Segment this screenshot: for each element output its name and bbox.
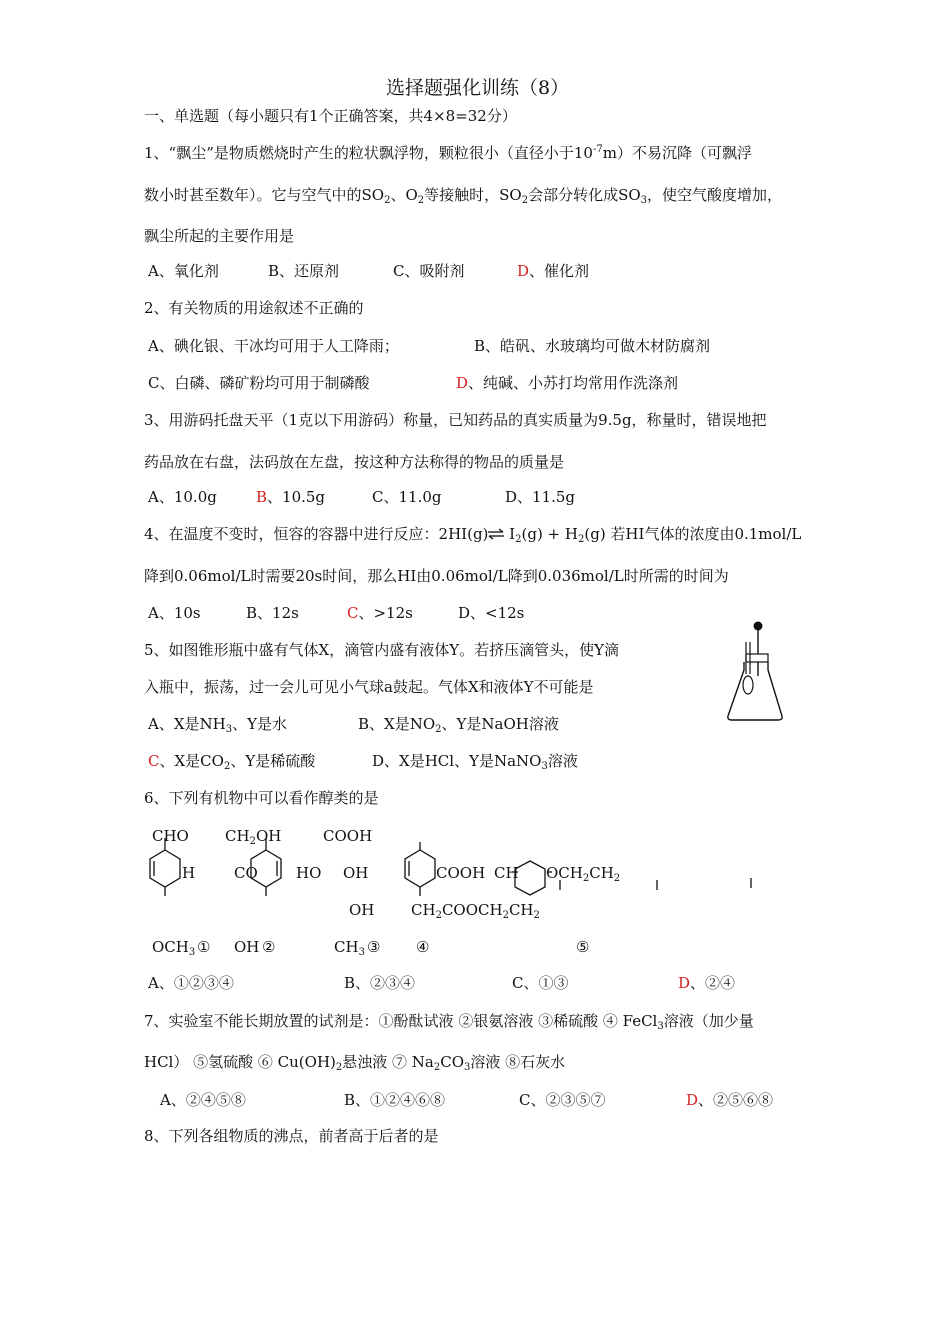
- q3-line2: 药品放在右盘，法码放在左盘，按这种方法称得的物品的质量是: [144, 453, 565, 471]
- struct-label-ch2oh: $CH_2OH$: [225, 827, 282, 847]
- q6-stem: 6、下列有机物中可以看作醇类的是: [144, 789, 379, 807]
- struct-number-2: ②: [262, 938, 276, 956]
- struct-label-oh-3: OH: [234, 938, 260, 956]
- q3-line1: 3、用游码托盘天平（1克以下用游码）称量，已知药品的真实质量为9.5g，称量时，错误地把: [144, 411, 767, 429]
- q3-option-a: A、10.0g: [148, 488, 217, 506]
- q6-option-c: C、①③: [512, 974, 569, 992]
- q4-option-c: C、>12s: [347, 604, 413, 622]
- q5-line2: 入瓶中，振荡，过一会儿可见小气球a鼓起。气体X和液体Y不可能是: [144, 678, 594, 696]
- q5-option-c: C、X是$CO_2$、Y是稀硫酸: [148, 752, 316, 772]
- q4-option-d: D、<12s: [458, 604, 525, 622]
- struct-label-och3: $OCH_3$: [152, 938, 196, 958]
- q2-option-c: C、白磷、磷矿粉均可用于制磷酸: [148, 374, 370, 392]
- q5-option-d: D、X是HCl、Y是NaNO$_3$溶液: [372, 752, 578, 772]
- q1-option-b: B、还原剂: [268, 262, 340, 280]
- struct-label-ch3: $CH_3$: [334, 938, 365, 958]
- struct-label-h: H: [182, 864, 196, 882]
- q7-line2: HCl） ⑤氢硫酸 ⑥ $Cu(OH)_2$悬浊液 ⑦ $Na_2CO_3$溶液 ⑧石灰水: [144, 1053, 566, 1073]
- benzene-ring-3: [405, 842, 435, 896]
- struct-label-oh-1: OH: [343, 864, 369, 882]
- q1-option-d: D、催化剂: [517, 262, 590, 280]
- q8-stem: 8、下列各组物质的沸点，前者高于后者的是: [144, 1127, 439, 1145]
- q7-option-c: C、②③⑤⑦: [519, 1091, 606, 1109]
- q3-option-c: C、11.0g: [372, 488, 442, 506]
- q4-line2: 降到0.06mol/L时需要20s时间，那么HI由0.06mol/L降到0.036mol/L时所需的时间为: [144, 567, 729, 585]
- q1-option-c: C、吸附剂: [393, 262, 465, 280]
- struct-number-1: ①: [197, 938, 211, 956]
- q4-option-a: A、10s: [148, 604, 201, 622]
- q4-option-b: B、12s: [246, 604, 299, 622]
- structure-rings: [140, 838, 780, 942]
- section-header: 一、单选题（每小题只有1个正确答案，共4×8=32分）: [144, 107, 517, 125]
- struct-label-co: CO: [234, 864, 258, 882]
- struct-label-cooh-1: COOH: [323, 827, 373, 845]
- struct-label-ch: CH: [494, 864, 519, 882]
- struct-label-cho: CHO: [152, 827, 189, 845]
- q7-option-a: A、②④⑤⑧: [160, 1091, 246, 1109]
- q5-line1: 5、如图锥形瓶中盛有气体X，滴管内盛有液体Y。若挤压滴管头，使Y滴: [144, 641, 620, 659]
- q6-option-b: B、②③④: [344, 974, 416, 992]
- q2-stem: 2、有关物质的用途叙述不正确的: [144, 299, 364, 317]
- reversible-arrow-icon: [488, 525, 504, 537]
- q7-option-d: D、②⑤⑥⑧: [686, 1091, 774, 1109]
- conical-flask-figure: [722, 618, 786, 728]
- q2-option-b: B、皓矾、水玻璃均可做木材防腐剂: [474, 337, 711, 355]
- q1-line3: 飘尘所起的主要作用是: [144, 227, 295, 245]
- q5-option-a: A、X是$NH_3$、Y是水: [148, 715, 288, 735]
- q3-option-b: B、10.5g: [256, 488, 326, 506]
- benzene-ring-4: [512, 861, 552, 895]
- struct-label-och2ch2: $OCH_2CH_2$: [546, 864, 621, 884]
- q7-line1: 7、实验室不能长期放置的试剂是：①酚酞试液 ②银氨溶液 ③稀硫酸 ④ FeCl$_3$溶液（加少量: [144, 1012, 754, 1032]
- struct-label-ch2cooch2ch2: $CH_2COOCH_2CH_2$: [411, 901, 540, 921]
- q1-line1: 1、“飘尘”是物质燃烧时产生的粒状飘浮物，颗粒很小（直径小于$10^{-7}m$）不易沉降（可飘浮: [144, 144, 752, 162]
- q2-option-a: A、碘化银、干冰均可用于人工降雨；: [148, 337, 399, 355]
- q1-line2: 数小时甚至数年）。它与空气中的$SO_2$、$O_2$等接触时，$SO_2$会部分转化成$SO_3$，使空气酸度增加，: [144, 186, 783, 206]
- struct-number-4: ④: [416, 938, 430, 956]
- struct-label-cooh-2: COOH: [436, 864, 486, 882]
- benzene-ring-1: [150, 838, 180, 896]
- struct-number-5: ⑤: [576, 938, 590, 956]
- q7-option-b: B、①②④⑥⑧: [344, 1091, 446, 1109]
- page-title: 选择题强化训练（8）: [386, 77, 570, 99]
- benzene-ring-2: [251, 838, 281, 896]
- q6-option-a: A、①②③④: [148, 974, 234, 992]
- struct-label-ho: HO: [296, 864, 322, 882]
- struct-label-oh-2: OH: [349, 901, 375, 919]
- q6-option-d: D、②④: [678, 974, 736, 992]
- q2-option-d: D、纯碱、小苏打均常用作洗涤剂: [456, 374, 679, 392]
- q1-option-a: A、氧化剂: [148, 262, 219, 280]
- q4-line1: 4、在温度不变时，恒容的容器中进行反应：2HI(g) $I_2(g) + H_2(g)$ 若HI气体的浓度由0.1mol/L: [144, 525, 802, 545]
- struct-number-3: ③: [367, 938, 381, 956]
- q3-option-d: D、11.5g: [505, 488, 576, 506]
- q5-option-b: B、X是$NO_2$、Y是NaOH溶液: [358, 715, 559, 735]
